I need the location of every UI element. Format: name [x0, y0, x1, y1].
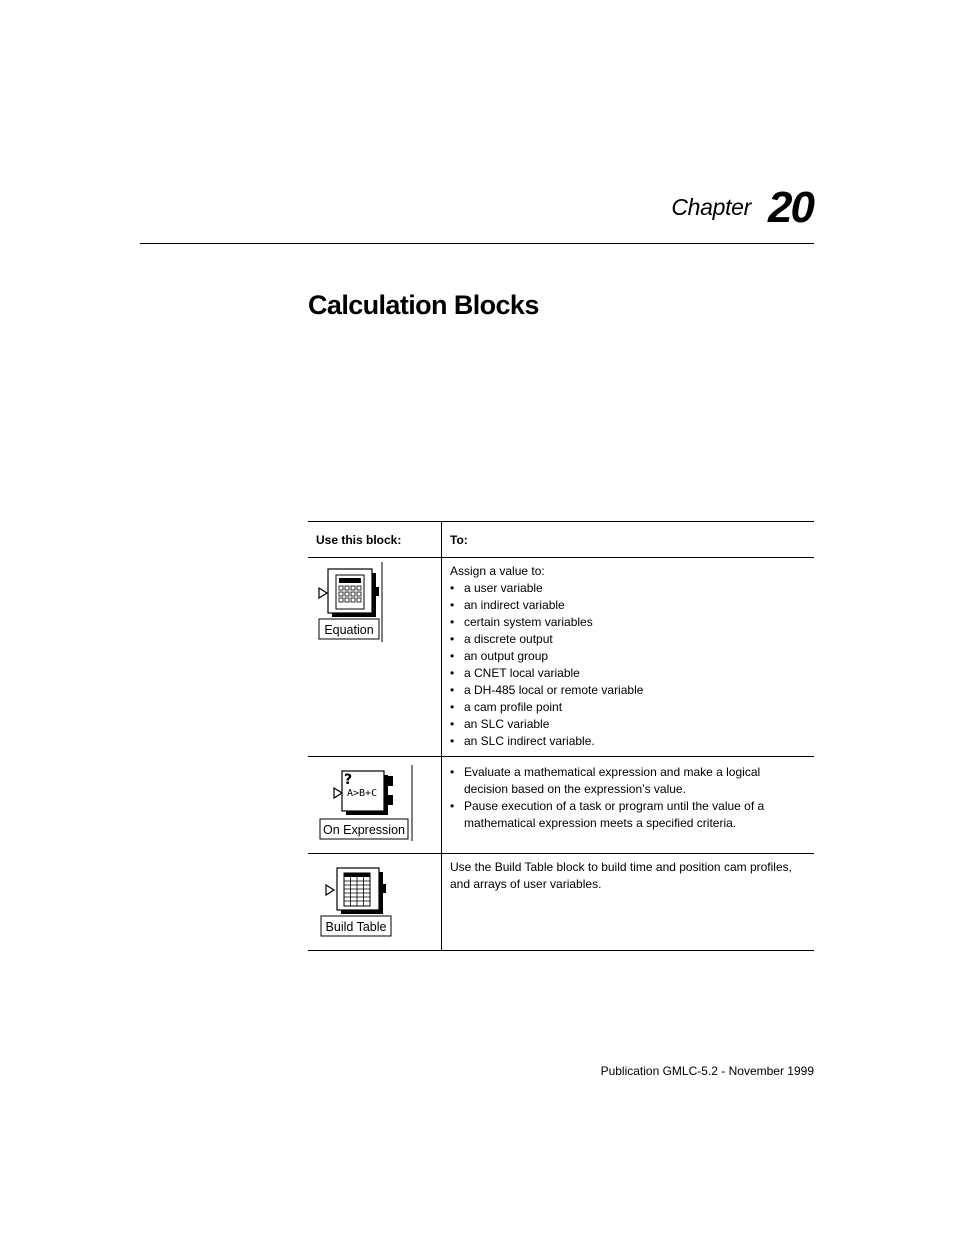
- list-item: • an SLC indirect variable.: [450, 733, 806, 750]
- list-item: • an output group: [450, 648, 806, 665]
- chapter-label: Chapter: [671, 194, 752, 220]
- output-port: [372, 587, 379, 596]
- equation-block-icon: [308, 558, 441, 658]
- table-row: [308, 558, 814, 757]
- publication-footer: Publication GMLC-5.2 - November 1999: [600, 1064, 814, 1078]
- chapter-number: 20: [768, 183, 813, 232]
- description-list: [450, 764, 806, 832]
- output-port-true: [384, 776, 393, 786]
- question-mark-icon: ?: [344, 772, 353, 788]
- build-table-block-icon: [308, 854, 441, 950]
- block-label: On Expression: [323, 823, 405, 837]
- table-row: [308, 854, 814, 951]
- table-header-row: [308, 522, 814, 558]
- page-title: Calculation Blocks: [308, 290, 539, 320]
- chapter-divider: [140, 243, 814, 244]
- list-item: • a user variable: [450, 580, 806, 597]
- list-item: • certain system variables: [450, 614, 806, 631]
- block-label: Equation: [324, 623, 374, 637]
- list-item: • a discrete output: [450, 631, 806, 648]
- expression-text: A>B+C: [347, 788, 378, 799]
- column-header-to: To:: [442, 522, 815, 558]
- block-icon-cell: [308, 558, 442, 757]
- description-list: [450, 580, 806, 750]
- input-arrow-icon: [334, 788, 342, 798]
- chapter-heading: [671, 183, 813, 232]
- input-arrow-icon: [319, 588, 327, 598]
- list-item: • a CNET local variable: [450, 665, 806, 682]
- block-description: [442, 757, 815, 854]
- on-expression-block-icon: [308, 757, 441, 853]
- output-port-false: [384, 795, 393, 805]
- column-header-block: Use this block:: [308, 522, 442, 558]
- block-icon-cell: [308, 757, 442, 854]
- block-description: [442, 854, 815, 951]
- list-item: • a cam profile point: [450, 699, 806, 716]
- block-label: Build Table: [325, 920, 387, 934]
- output-port: [379, 884, 386, 893]
- list-item: • an indirect variable: [450, 597, 806, 614]
- block-description: [442, 558, 815, 757]
- list-item: • an SLC variable: [450, 716, 806, 733]
- description-intro: Assign a value to:: [450, 564, 545, 578]
- calculator-icon: [336, 575, 364, 609]
- list-item: • Pause execution of a task or program until the value of a mathematical expression meets a specified criteria.: [450, 798, 806, 832]
- description-text: Use the Build Table block to build time and position cam profiles, and arrays of user variables.: [450, 860, 792, 891]
- table-grid-icon: [344, 873, 370, 906]
- block-icon-cell: [308, 854, 442, 951]
- input-arrow-icon: [326, 885, 334, 895]
- list-item: • Evaluate a mathematical expression and make a logical decision based on the expression’s value.: [450, 764, 806, 798]
- list-item: • a DH-485 local or remote variable: [450, 682, 806, 699]
- table-row: [308, 757, 814, 854]
- calculation-blocks-table: [308, 521, 814, 951]
